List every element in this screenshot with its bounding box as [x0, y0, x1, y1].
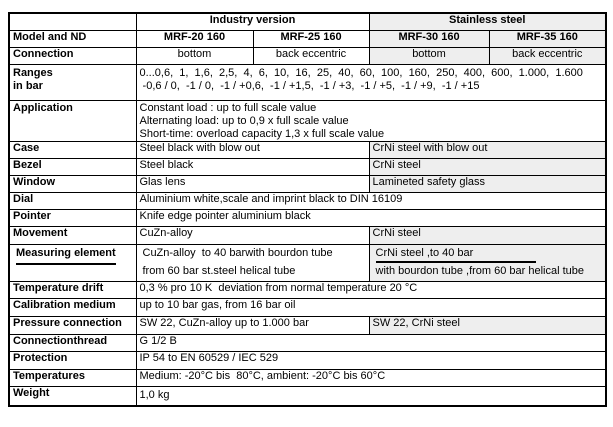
- ranges-label-line2: in bar: [13, 80, 43, 92]
- table-row-window: [9, 176, 606, 193]
- measuring-element-industry-line1: CuZn-alloy to 40 barwith bourdon tube: [142, 247, 333, 259]
- temperatures-value: Medium: -20°C bis 80°C, ambient: -20°C bis 60°C: [136, 370, 606, 387]
- case-industry: Steel black with blow out: [136, 142, 369, 159]
- table-row-pressure-connection: [9, 317, 606, 335]
- bezel-stainless: CrNi steel: [369, 159, 606, 176]
- protection-value: IP 54 to EN 60529 / IEC 529: [136, 352, 606, 370]
- movement-industry: CuZn-alloy: [136, 227, 369, 245]
- measuring-element-stainless-line2: with bourdon tube ,from 60 bar helical tube: [375, 265, 585, 277]
- row-label-ranges: [9, 65, 136, 101]
- weight-value: 1,0 kg: [136, 387, 606, 407]
- measuring-element-industry-line2: from 60 bar st.steel helical tube: [142, 265, 296, 277]
- row-label-movement: Movement: [9, 227, 136, 245]
- application-line2: Alternating load: up to 0,9 x full scale value: [139, 115, 349, 127]
- table-row-bezel: [9, 159, 606, 176]
- table-row-weight: [9, 387, 606, 407]
- row-label-dial: Dial: [9, 193, 136, 210]
- row-label-protection: Protection: [9, 352, 136, 370]
- pressure-connection-stainless: SW 22, CrNi steel: [369, 317, 606, 335]
- measuring-element-industry: [136, 245, 369, 282]
- table-row-dial: [9, 193, 606, 210]
- measuring-element-stainless: [369, 245, 606, 282]
- row-label-temperatures: Temperatures: [9, 370, 136, 387]
- table-row-pointer: [9, 210, 606, 227]
- connection-mrf-35: back eccentric: [489, 48, 606, 65]
- connection-mrf-30: bottom: [369, 48, 489, 65]
- window-industry: Glas lens: [136, 176, 369, 193]
- table-row-temperatures: [9, 370, 606, 387]
- row-label-temperature-drift: Temperature drift: [9, 282, 136, 299]
- table-row-connection-thread: [9, 335, 606, 352]
- table-row-ranges: [9, 65, 606, 101]
- row-label-application: Application: [9, 101, 136, 142]
- row-label-window: Window: [9, 176, 136, 193]
- row-label-pressure-connection: Pressure connection: [9, 317, 136, 335]
- temperature-drift-value: 0,3 % pro 10 K deviation from normal temperature 20 °C: [136, 282, 606, 299]
- table-row-measuring-element: [9, 245, 606, 282]
- table-header-row: [9, 13, 606, 31]
- connection-mrf-20: bottom: [136, 48, 253, 65]
- model-mrf-20: MRF-20 160: [136, 31, 253, 48]
- ranges-line1: 0...0,6, 1, 1,6, 2,5, 4, 6, 10, 16, 25, 40, 60, 100, 160, 250, 400, 600, 1.000, 1.600: [139, 67, 583, 79]
- application-line3: Short-time: overload capacity 1,3 x full scale value: [139, 128, 385, 140]
- measuring-element-stainless-line1: CrNi steel ,to 40 bar: [376, 246, 536, 263]
- window-stainless: Lamineted safety glass: [369, 176, 606, 193]
- row-label-measuring-element: [9, 245, 136, 282]
- pressure-connection-industry: SW 22, CuZn-alloy up to 1.000 bar: [136, 317, 369, 335]
- row-label-weight: Weight: [9, 387, 136, 407]
- application-value: [136, 101, 606, 142]
- pointer-value: Knife edge pointer aluminium black: [136, 210, 606, 227]
- model-mrf-35: MRF-35 160: [489, 31, 606, 48]
- table-row-temperature-drift: [9, 282, 606, 299]
- application-line1: Constant load : up to full scale value: [139, 102, 317, 114]
- case-stainless: CrNi steel with blow out: [369, 142, 606, 159]
- connection-mrf-25: back eccentric: [253, 48, 369, 65]
- table-row-model: [9, 31, 606, 48]
- table-row-movement: [9, 227, 606, 245]
- row-label-calibration-medium: Calibration medium: [9, 299, 136, 317]
- row-label-bezel: Bezel: [9, 159, 136, 176]
- header-stainless-steel: Stainless steel: [369, 13, 606, 31]
- row-label-case: Case: [9, 142, 136, 159]
- measuring-element-label: Measuring element: [16, 245, 116, 265]
- header-industry-version: Industry version: [136, 13, 369, 31]
- connection-thread-value: G 1/2 B: [136, 335, 606, 352]
- ranges-label-line1: Ranges: [13, 67, 53, 79]
- bezel-industry: Steel black: [136, 159, 369, 176]
- row-label-pointer: Pointer: [9, 210, 136, 227]
- model-mrf-30: MRF-30 160: [369, 31, 489, 48]
- row-label-model: Model and ND: [9, 31, 136, 48]
- model-mrf-25: MRF-25 160: [253, 31, 369, 48]
- ranges-line2: -0,6 / 0, -1 / 0, -1 / +0,6, -1 / +1,5, -1 / +3, -1 / +5, -1 / +9, -1 / +15: [139, 80, 480, 92]
- table-row-case: [9, 142, 606, 159]
- ranges-value: [136, 65, 606, 101]
- table-row-connection: [9, 48, 606, 65]
- movement-stainless: CrNi steel: [369, 227, 606, 245]
- calibration-medium-value: up to 10 bar gas, from 16 bar oil: [136, 299, 606, 317]
- table-row-calibration-medium: [9, 299, 606, 317]
- table-row-application: [9, 101, 606, 142]
- specification-table: [8, 12, 607, 407]
- row-label-connection: Connection: [9, 48, 136, 65]
- row-label-connection-thread: Connectionthread: [9, 335, 136, 352]
- dial-value: Aluminium white,scale and imprint black to DIN 16109: [136, 193, 606, 210]
- header-empty-cell: [9, 13, 136, 31]
- table-row-protection: [9, 352, 606, 370]
